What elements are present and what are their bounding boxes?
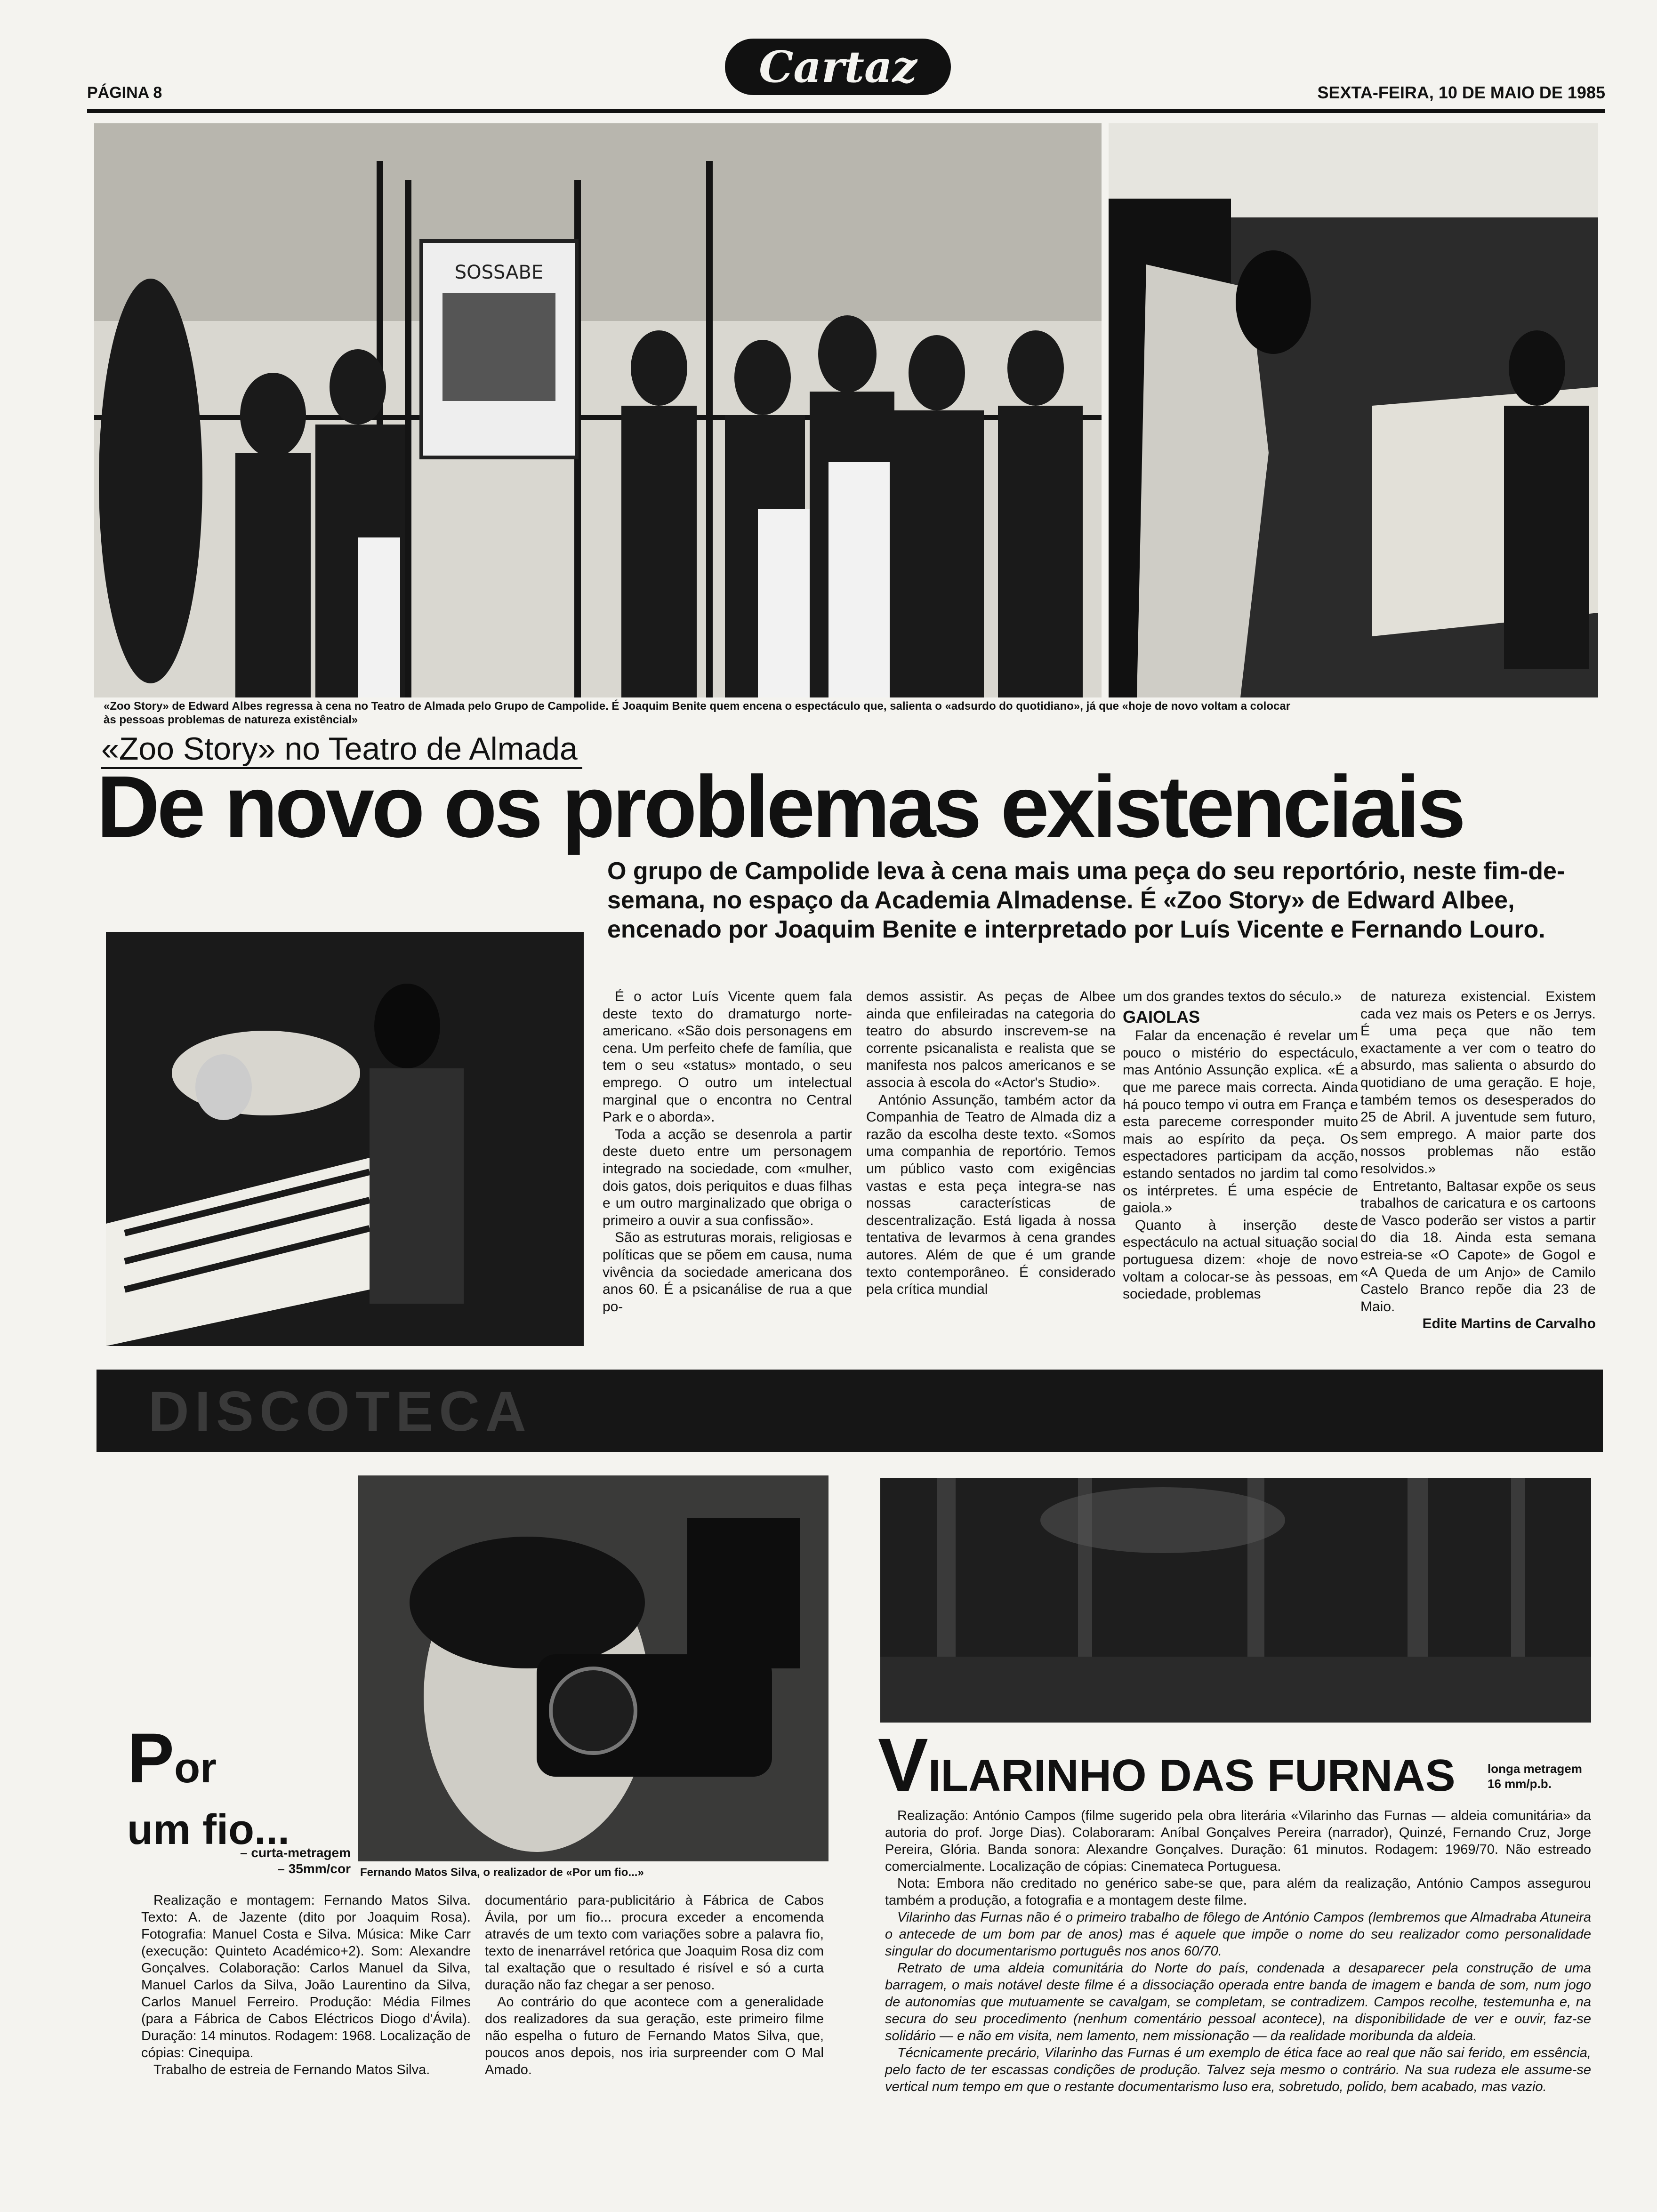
title-initial: P bbox=[127, 1718, 175, 1797]
article-kicker: «Zoo Story» no Teatro de Almada bbox=[101, 730, 582, 769]
por-um-fio-format bbox=[202, 1845, 351, 1877]
top-photo-caption bbox=[104, 699, 1601, 727]
vilarinho-title bbox=[878, 1723, 1456, 1807]
top-photo-group bbox=[94, 123, 1102, 697]
title-text: or bbox=[174, 1745, 217, 1792]
title-line-2: um fio... bbox=[127, 1806, 290, 1853]
article-column-3 bbox=[1123, 988, 1358, 1303]
format-line-1: longa metragem bbox=[1488, 1762, 1582, 1776]
masthead-logo bbox=[720, 29, 956, 104]
subheading-gaiolas: GAIOLAS bbox=[1123, 1007, 1200, 1026]
article-paragraph: demos assistir. As peças de Albee ainda que enfileiradas na categoria do teatro do absurdo inscrevem-se na corrente psicanalista e realista que se manifesta nos palcos americanos e se associa à escola do «Actor's Studio». bbox=[866, 989, 1116, 1090]
top-caption-line-2: às pessoas problemas de natureza existêncial» bbox=[104, 713, 358, 726]
por-um-fio-body bbox=[485, 1892, 824, 2078]
por-um-fio-photo-caption: Fernando Matos Silva, o realizador de «Por um fio...» bbox=[360, 1866, 644, 1879]
article-column-4 bbox=[1360, 988, 1596, 1333]
review-paragraph-3: Técnicamente precário, Vilarinho das Furnas é um exemplo de ética face ao real que não sai ferido, em essência, pelo facto de ter escassas condições de produção. Talvez seja mesmo o contrário. Na sua rudeza ele assume-se vertical num tempo em que o restante documentarismo luso era, sobretudo, polido, bem acabado, mas vazio. bbox=[885, 2045, 1591, 2094]
format-line-2: 16 mm/p.b. bbox=[1488, 1777, 1552, 1791]
body-paragraph-2: Ao contrário do que acontece com a generalidade dos realizadores da sua geração, este primeiro filme não espelha o futuro de Fernando Matos Silva, que, poucos anos depois, nos iria surpreender com O Mal Amado. bbox=[485, 1995, 824, 2077]
article-column-2 bbox=[866, 988, 1116, 1298]
header-rule bbox=[87, 109, 1605, 113]
page-number: PÁGINA 8 bbox=[87, 84, 162, 102]
article-paragraph: São as estruturas morais, religiosas e políticas que se põem em causa, numa vivência da sociedade americana dos anos 60. É a psicanálise de rua a que po- bbox=[603, 1230, 852, 1314]
vilarinho-body bbox=[885, 1807, 1591, 2095]
article-paragraph: António Assunção, também actor da Companhia de Teatro de Almada diz a razão da escolha deste texto. «Somos uma companhia de reportório. Temos um público vasto com exigências vastas e esta peça integra-se nas nossas características de descentralização. Está ligada à nossa tentativa de levarmos à cena grandes autores. Além de que é um grande texto contemporâneo. É considerado pela crítica mundial bbox=[866, 1092, 1116, 1298]
article-paragraph: Falar da encenação é revelar um pouco o mistério do espectáculo, mas António Assunção explica. «É a que me parece mais correcta. Ainda há pouco tempo vi outra em França e esta pareceme corresponder muito mais ao espírito da peça. Os espectadores participam da acção, estando sentados no jardim tal como os intérpretes. É uma espécie de gaiola.» bbox=[1123, 1028, 1358, 1216]
article-headline: De novo os problemas existenciais bbox=[97, 758, 1464, 856]
article-paragraph: É o actor Luís Vicente quem fala deste texto do dramaturgo norte-americano. «São dois personagens em cena. Um perfeito chefe de família, que tem o seu «status» montado, o seu emprego. O outro um intelectual marginal que o encontra no Central Park e o aborda». bbox=[603, 989, 852, 1125]
credits-paragraph: Realização: António Campos (filme sugerido pela obra literária «Vilarinho das Furnas — aldeia comunitária» da autoria do prof. Jorge Dias). Colaboraram: Aníbal Gonçalves Pereira (narrador), Quinzé, Fernando Cruz, Jorge Pereira, Glória. Banda sonora: Alexandre Gonçalves. Duração: 61 minutos. Rodagem: 1969/70. Não estreado comercialmente. Localização de cópias: Cinemateca Portuguesa. bbox=[885, 1808, 1591, 1874]
article-paragraph: Quanto à inserção deste espectáculo na actual situação social portuguesa dizem: «hoje de novo voltam a colocar-se às pessoas, em sociedade, problemas bbox=[1123, 1217, 1358, 1302]
band-ghost-text: DISCOTECA bbox=[148, 1380, 532, 1443]
masthead-text: Cartaz bbox=[759, 41, 917, 92]
por-um-fio-title bbox=[127, 1718, 353, 1853]
article-standfirst: O grupo de Campolide leva à cena mais uma peça do seu reportório, neste fim-de-semana, no espaço da Academia Almadense. É «Zoo Story» de Edward Albee, encenado por Joaquim Benite e interpretado por Luís Vicente e Fernando Louro. bbox=[607, 858, 1565, 943]
article-paragraph: Toda a acção se desenrola a partir deste dueto entre um personagem integrado na sociedade, com «mulher, dois gatos, dois periquitos e duas filhas e um outro marginalizado que obriga o primeiro a ouvir a sua confissão». bbox=[603, 1126, 852, 1228]
review-paragraph-2: Retrato de uma aldeia comunitária do Norte do país, condenada a desaparecer pela construção de uma barragem, o mais notável deste filme é a dissociação operada entre banda de imagem e banda de som, num jogo de autonomias que mutuamente se cavalgam, se completam, se contradizem. Campos recolhe, testemunha e, na secura do seu procedimento (nenhum comentário pessoal acontece), na disponibilidade de ver e ouvir, faz-se solidário — e não em visita, nem lamento, nem missionação — da realidade moribunda da aldeia. bbox=[885, 1961, 1591, 2044]
article-column-1 bbox=[603, 988, 852, 1315]
por-um-fio-credits bbox=[141, 1892, 471, 2078]
credits-paragraph: Realização e montagem: Fernando Matos Silva. Texto: A. de Jazente (dito por Joaquim Rosa). Fotografia: Manuel Costa e Silva. Música: Mike Carr (execução: Quinteto Académico+2). Som: Alexandre Gonçalves. Colaboração: Carlos Manuel da Silva, Manuel Carlos da Silva, João Laurentino da Silva, Carlos Manuel Ferreiro. Produção: Média Filmes (para a Fábrica de Cabos Eléctricos Diogo d'Ávila). Duração: 14 minutos. Rodagem: 1968. Localização de cópias: Cinequipa. bbox=[141, 1893, 471, 2060]
credits-paragraph-2: Trabalho de estreia de Fernando Matos Silva. bbox=[153, 2062, 430, 2077]
por-um-fio-photo bbox=[358, 1475, 828, 1861]
title-initial: V bbox=[878, 1723, 928, 1807]
section-band bbox=[97, 1370, 1603, 1452]
poster-title: SOSSABE bbox=[454, 262, 544, 283]
vilarinho-photo bbox=[880, 1478, 1591, 1723]
title-text: ILARINHO DAS FURNAS bbox=[928, 1750, 1456, 1801]
article-paragraph: de natureza existencial. Existem cada vez mais os Peters e os Jerrys. É uma peça que não tem exactamente a ver com o teatro do absurdo, mas salienta o absurdo do quotidiano de uma geração. E hoje, também temos os desesperados do 25 de Abril. A juventude sem futuro, sem emprego. A maior parte dos nossos problemas não estão resolvidos.» bbox=[1360, 989, 1596, 1177]
review-paragraph-1: Vilarinho das Furnas não é o primeiro trabalho de fôlego de António Campos (lembremos que Almadraba Atuneira o antecede de um bom par de anos) mas é aquele que impõe o nome do seu realizador como personalidade singular do documentarismo português nos anos 60/70. bbox=[885, 1910, 1591, 1959]
note-paragraph: Nota: Embora não creditado no genérico sabe-se que, para além da realização, António Campos assegurou também a produção, a fotografia e a montagem deste filme. bbox=[885, 1876, 1591, 1908]
article-signature: Edite Martins de Carvalho bbox=[1422, 1316, 1596, 1332]
top-photo-stage bbox=[1109, 123, 1598, 697]
article-paragraph: um dos grandes textos do século.» bbox=[1123, 989, 1342, 1004]
article-paragraph: Entretanto, Baltasar expõe os seus trabalhos de caricatura e os cartoons de Vasco poderão ser vistos a partir do dia 18. Ainda esta semana estreia-se «O Capote» de Gogol e «A Queda de um Anjo» de Camilo Castelo Branco repõe dia 23 de Maio. bbox=[1360, 1178, 1596, 1314]
format-line-1: – curta-metragem bbox=[240, 1845, 351, 1860]
issue-date: SEXTA-FEIRA, 10 DE MAIO DE 1985 bbox=[1317, 83, 1605, 102]
vilarinho-format bbox=[1488, 1761, 1601, 1791]
body-paragraph: documentário para-publicitário à Fábrica de Cabos Ávila, por um fio... procura exceder a encomenda através de um texto com variações sobre a palavra fio, texto de inenarrável retórica que Joaquim Rosa diz com tal exaltação que o resultado é risível e só a curta duração não faz chegar a ser penoso. bbox=[485, 1893, 824, 1993]
format-line-2: – 35mm/cor bbox=[277, 1861, 351, 1876]
top-caption-line-1: «Zoo Story» de Edward Albes regressa à cena no Teatro de Almada pelo Grupo de Campolide. É Joaquim Benite quem encena o espectáculo que, salienta o «adsurdo do quotidiano», já que «hoje de novo voltam a colocar bbox=[104, 700, 1291, 713]
article-photo-actors bbox=[106, 932, 584, 1346]
